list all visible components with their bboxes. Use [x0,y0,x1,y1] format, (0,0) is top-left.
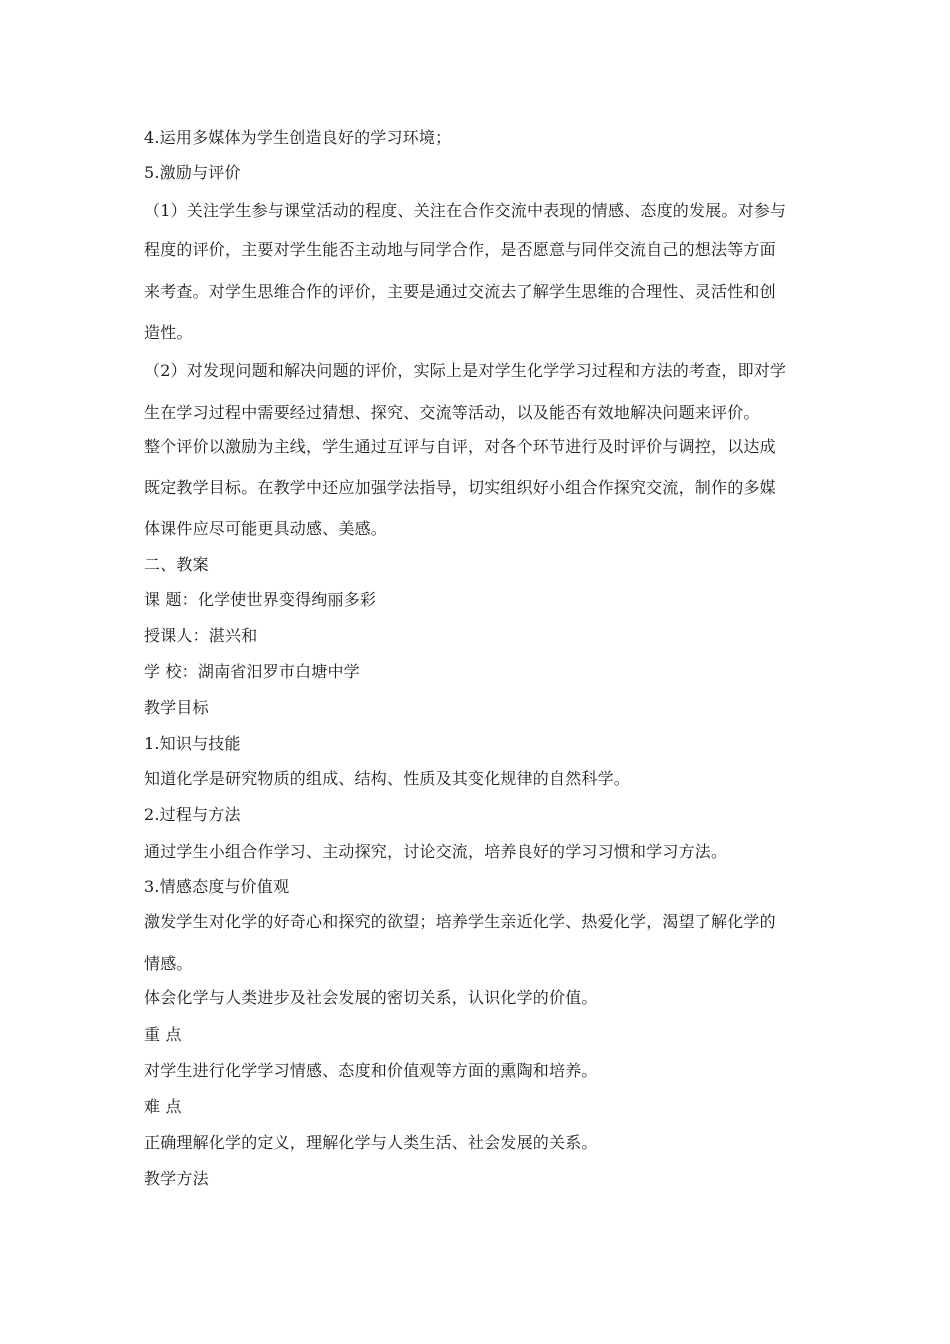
text-line: 教学方法 [144,1169,209,1188]
text-line: 造性。 [144,323,193,342]
text-line: 知道化学是研究物质的组成、结构、性质及其变化规律的自然科学。 [144,769,631,788]
text-line: 5.激励与评价 [144,163,241,182]
text-line: 体会化学与人类进步及社会发展的密切关系，认识化学的价值。 [144,988,598,1007]
text-line: 程度的评价，主要对学生能否主动地与同学合作，是否愿意与同伴交流自己的想法等方面 [144,240,776,259]
text-line: 情感。 [144,954,193,973]
text-line: 整个评价以激励为主线，学生通过互评与自评，对各个环节进行及时评价与调控，以达成 [144,437,776,456]
text-line: 体课件应尽可能更具动感、美感。 [144,519,388,538]
text-line: 重 点 [144,1025,182,1044]
text-line: 2.过程与方法 [144,805,241,824]
text-line: 4.运用多媒体为学生创造良好的学习环境； [144,128,452,147]
text-line: 难 点 [144,1097,182,1116]
text-line: 来考查。对学生思维合作的评价，主要是通过交流去了解学生思维的合理性、灵活性和创 [144,282,776,301]
text-line: 既定教学目标。在教学中还应加强学法指导，切实组织好小组合作探究交流，制作的多媒 [144,478,776,497]
text-line: 教学目标 [144,698,209,717]
text-line: 授课人：湛兴和 [144,626,258,645]
text-line: 3.情感态度与价值观 [144,877,290,896]
text-line: 正确理解化学的定义，理解化学与人类生活、社会发展的关系。 [144,1133,598,1152]
text-line: 对学生进行化学学习情感、态度和价值观等方面的熏陶和培养。 [144,1061,598,1080]
text-line: （1）关注学生参与课堂活动的程度、关注在合作交流中表现的情感、态度的发展。对参与 [144,201,787,220]
text-line: 1.知识与技能 [144,734,241,753]
text-line: 激发学生对化学的好奇心和探究的欲望；培养学生亲近化学、热爱化学，渴望了解化学的 [144,912,776,931]
text-line: 通过学生小组合作学习、主动探究，讨论交流，培养良好的学习习惯和学习方法。 [144,842,728,861]
text-line: 学 校：湖南省汨罗市白塘中学 [144,662,360,681]
text-line: 二、教案 [144,555,209,574]
text-line: 生在学习过程中需要经过猜想、探究、交流等活动，以及能否有效地解决问题来评价。 [144,403,760,422]
text-line: （2）对发现问题和解决问题的评价，实际上是对学生化学学习过程和方法的考查，即对学 [144,361,787,380]
text-line: 课 题：化学使世界变得绚丽多彩 [144,590,377,609]
